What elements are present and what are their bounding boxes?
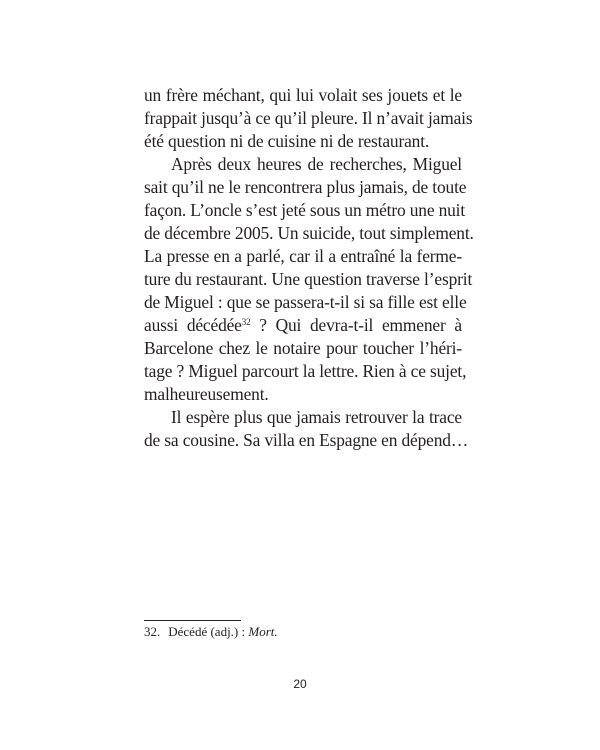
footnote-divider	[144, 620, 241, 621]
text-line: tage ? Miguel parcourt la lettre. Rien à ce sujet,	[144, 361, 467, 381]
text-line: Après deux heures de recherches, Miguel	[171, 154, 462, 174]
text-line: été question ni de cuisine ni de restaurant.	[144, 131, 430, 151]
text-line: de Miguel : que se passera-t-il si sa fille est elle	[144, 292, 467, 312]
page-number: 20	[293, 677, 307, 691]
text-line: frappait jusqu’à ce qu’il pleure. Il n’avait jamais	[144, 108, 473, 128]
text-line: La presse en a parlé, car il a entraîné la ferme-	[144, 246, 462, 266]
text-line: ture du restaurant. Une question traverse l’esprit	[144, 269, 473, 289]
text-line: un frère méchant, qui lui volait ses jouets et le	[144, 85, 462, 105]
body-text	[144, 84, 474, 452]
text-fragment: ? Qui devra-t-il emmener à	[250, 315, 462, 335]
text-line: malheureusement.	[144, 384, 269, 404]
text-line: Barcelone chez le notaire pour toucher l’héri-	[144, 338, 462, 358]
text-fragment: aussi décédée	[144, 315, 242, 335]
footnote-definition: Mort.	[248, 624, 278, 639]
footnote	[144, 624, 278, 640]
footnote-term: Décédé (adj.) :	[168, 624, 246, 639]
footnote-number: 32.	[144, 624, 161, 639]
text-line-with-footnote	[144, 314, 462, 337]
text-line: de sa cousine. Sa villa en Espagne en dépend…	[144, 430, 469, 450]
text-line: de décembre 2005. Un suicide, tout simplement.	[144, 223, 474, 243]
text-line: façon. L’oncle s’est jeté sous un métro une nuit	[144, 200, 466, 220]
footnote-reference[interactable]: 32	[241, 317, 251, 327]
text-line: Il espère plus que jamais retrouver la trace	[171, 407, 462, 427]
text-line: sait qu’il ne le rencontrera plus jamais, de toute	[144, 177, 467, 197]
